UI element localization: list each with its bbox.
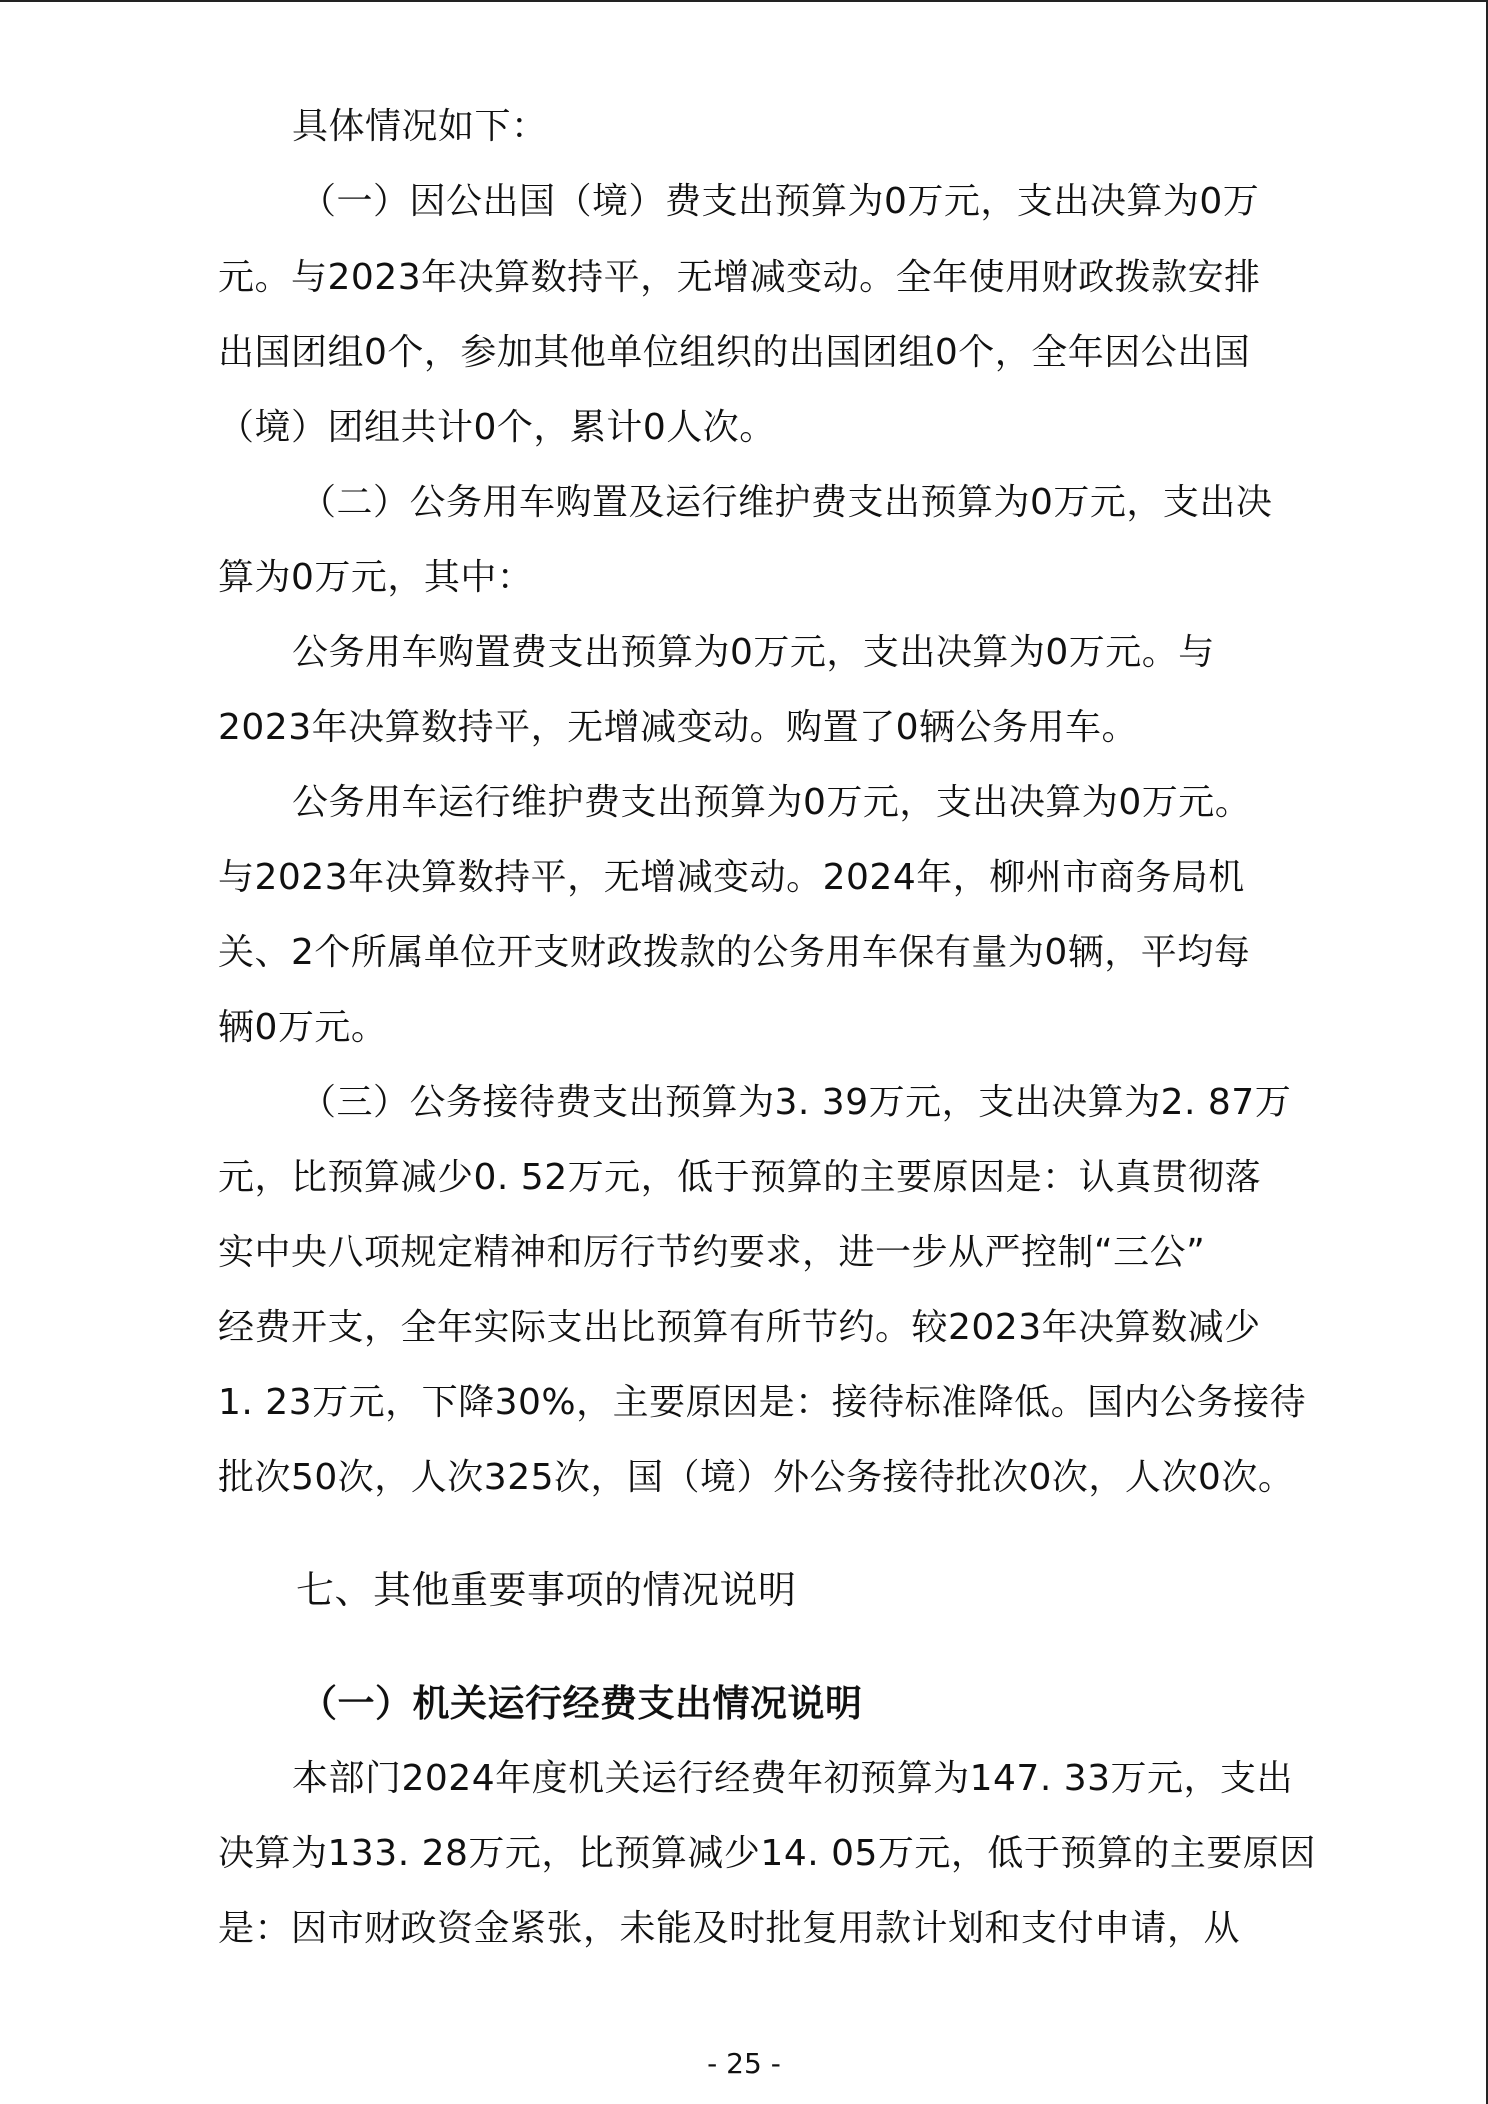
paragraph-line: 元。与2023年决算数持平，无增减变动。全年使用财政拨款安排 xyxy=(218,257,1261,298)
paragraph-line: 关、2个所属单位开支财政拨款的公务用车保有量为0辆，平均每 xyxy=(218,932,1251,973)
paragraph-line: 经费开支，全年实际支出比预算有所节约。较2023年决算数减少 xyxy=(218,1307,1261,1348)
paragraph-line: 是：因市财政资金紧张，未能及时批复用款计划和支付申请，从 xyxy=(218,1908,1241,1949)
paragraph-line: 与2023年决算数持平，无增减变动。2024年，柳州市商务局机 xyxy=(218,857,1245,898)
paragraph-line: 批次50次，人次325次，国（境）外公务接待批次0次，人次0次。 xyxy=(218,1457,1295,1498)
paragraph-line: 具体情况如下： xyxy=(292,106,548,147)
paragraph-line: 实中央八项规定精神和厉行节约要求，进一步从严控制“三公” xyxy=(218,1232,1206,1273)
paragraph-line: 决算为133. 28万元，比预算减少14. 05万元，低于预算的主要原因 xyxy=(218,1833,1316,1874)
subsection-heading: （一）机关运行经费支出情况说明 xyxy=(300,1682,863,1725)
paragraph-line: （三）公务接待费支出预算为3. 39万元，支出决算为2. 87万 xyxy=(300,1082,1292,1123)
paragraph-line: 公务用车购置费支出预算为0万元，支出决算为0万元。与 xyxy=(292,632,1215,673)
paragraph-line: 元，比预算减少0. 52万元，低于预算的主要原因是：认真贯彻落 xyxy=(218,1157,1262,1198)
paragraph-line: （境）团组共计0个，累计0人次。 xyxy=(218,407,776,448)
paragraph-line: 算为0万元，其中： xyxy=(218,557,534,598)
section-heading: 七、其他重要事项的情况说明 xyxy=(296,1568,797,1612)
paragraph-line: 公务用车运行维护费支出预算为0万元，支出决算为0万元。 xyxy=(292,782,1252,823)
paragraph-line: 本部门2024年度机关运行经费年初预算为147. 33万元，支出 xyxy=(292,1758,1294,1799)
paragraph-line: （一）因公出国（境）费支出预算为0万元，支出决算为0万 xyxy=(300,181,1260,222)
paragraph-line: （二）公务用车购置及运行维护费支出预算为0万元，支出决 xyxy=(300,482,1273,523)
paragraph-line: 辆0万元。 xyxy=(218,1007,388,1048)
paragraph-line: 出国团组0个，参加其他单位组织的出国团组0个，全年因公出国 xyxy=(218,332,1251,373)
page-number: - 25 - xyxy=(707,2047,781,2080)
paragraph-line: 1. 23万元，下降30%，主要原因是：接待标准降低。国内公务接待 xyxy=(218,1382,1307,1423)
paragraph-line: 2023年决算数持平，无增减变动。购置了0辆公务用车。 xyxy=(218,707,1139,748)
page-border-top xyxy=(0,0,1488,2)
